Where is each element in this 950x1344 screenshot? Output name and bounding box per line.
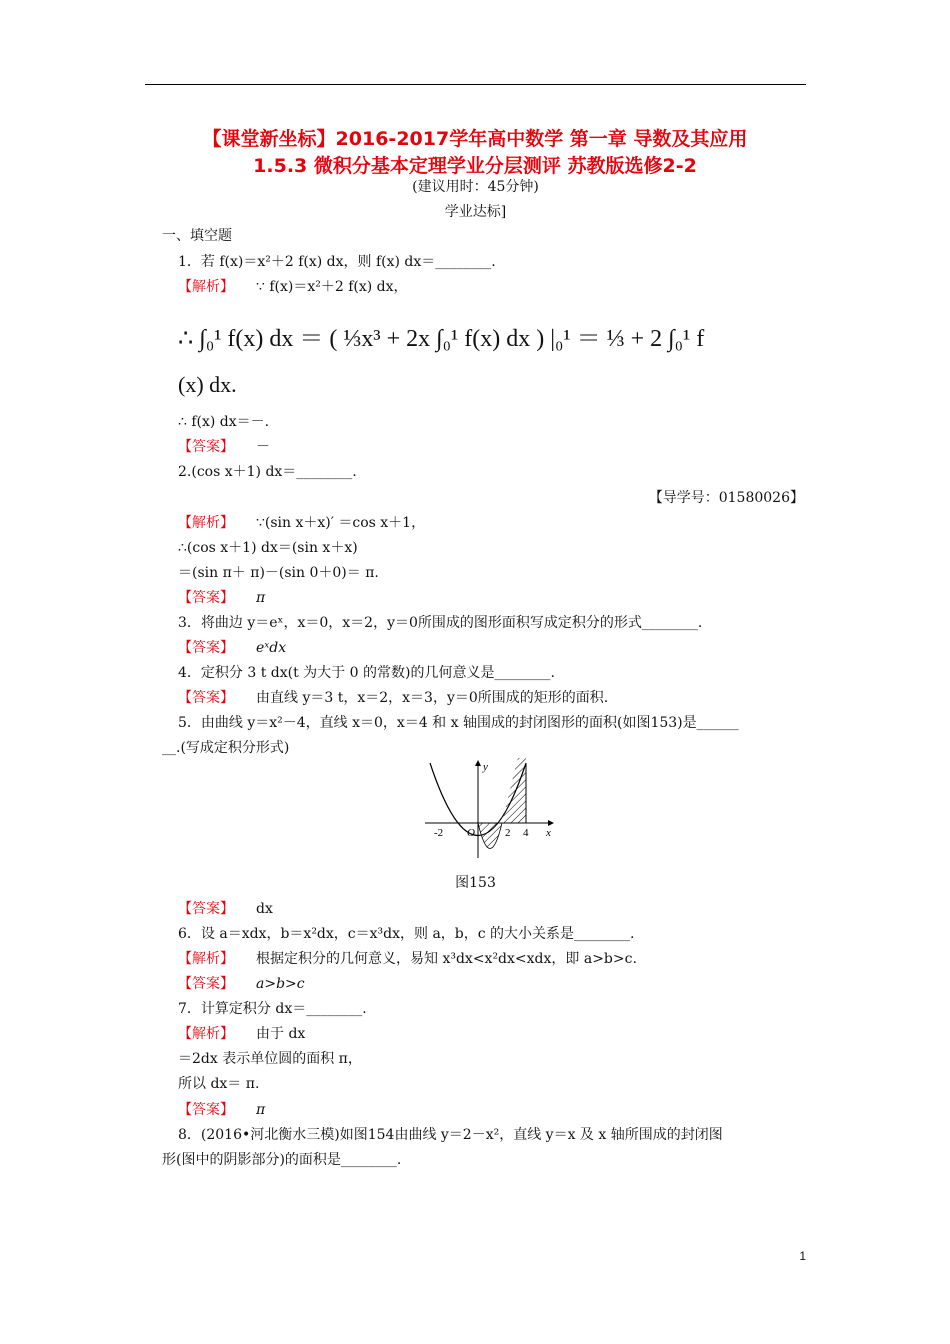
analysis-tag: 【解析】 [178,279,234,295]
shaded-region-below [478,823,502,849]
answer-tag: 【答案】 [178,901,234,917]
tick-neg2: -2 [434,827,444,839]
q1-answer [178,436,270,456]
q7-step2: 所以 dx＝ π. [178,1076,260,1092]
q3-stem: 3．将曲边 y＝eˣ，x＝0，x＝2，y＝0所围成的图形面积写成定积分的形式________. [178,615,703,631]
q2-stem: 2.(cos x＋1) dx＝________. [178,464,357,480]
q2-analysis [178,512,425,532]
q2-step1: ∴(cos x＋1) dx＝(sin x＋x) [178,540,358,556]
q7-answer-text: π [256,1102,266,1118]
x-label: x [546,827,551,839]
q8-stem: 8．(2016•河北衡水三模)如图154由曲线 y＝2－x²，直线 y＝x 及 x 轴所围成的封闭图 [178,1127,723,1143]
x-axis-arrow [548,820,554,826]
q2-answer [178,587,265,607]
q1-answer-text: － [256,439,270,455]
header-rule [145,84,806,85]
q1-analysis [178,276,408,296]
q4-answer [178,687,608,707]
q5-answer-text: dx [256,901,273,917]
q1-stem: 1．若 f(x)＝x²＋2 f(x) dx，则 f(x) dx＝________. [178,254,496,270]
q2-analysis-text: ∵(sin x＋x)′ ＝cos x＋1， [256,515,426,531]
answer-tag: 【答案】 [178,439,234,455]
origin-label: O [467,827,475,839]
figure-153 [420,758,560,863]
q5-stem-cont: __.(写成定积分形式) [162,740,290,756]
q6-analysis-text: 根据定积分的几何意义，易知 x³dx<x²dx<xdx，即 a>b>c. [256,951,637,967]
q2-step2: ＝(sin π＋ π)－(sin 0＋0)＝ π. [178,565,379,581]
q4-answer-text: 由直线 y＝3 t，x＝2，x＝3，y＝0所围成的矩形的面积. [256,690,609,706]
part-heading: 一、填空题 [162,228,232,244]
tick-4: 4 [523,827,529,839]
page-number: 1 [799,1249,806,1263]
doc-title-line2: 1.5.3 微积分基本定理学业分层测评 苏教版选修2-2 [253,155,697,177]
q7-step1: ＝2dx 表示单位圆的面积 π， [178,1051,362,1067]
answer-tag: 【答案】 [178,690,234,706]
q8-stem-cont: 形(图中的阴影部分)的面积是________. [162,1152,402,1168]
q5-stem: 5．由曲线 y＝x²－4，直线 x＝0，x＝4 和 x 轴围成的封闭图形的面积(如图153)是______ [178,715,739,731]
answer-tag: 【答案】 [178,640,234,656]
time-note: (建议用时：45分钟) [412,179,539,195]
q2-ref-number: 【导学号：01580026】 [648,490,804,506]
doc-title-line1: 【课堂新坐标】2016-2017学年高中数学 第一章 导数及其应用 [202,128,748,150]
tick-2: 2 [505,827,511,839]
q1-analysis-text: ∵ f(x)＝x²＋2 f(x) dx， [256,279,408,295]
q7-answer [178,1099,265,1119]
shaded-region-above [502,758,526,823]
q3-answer-text: eˣdx [256,640,287,656]
q1-conclusion: ∴ f(x) dx＝－. [178,414,270,430]
q4-stem: 4．定积分 3 t dx(t 为大于 0 的常数)的几何意义是________. [178,665,555,681]
answer-tag: 【答案】 [178,976,234,992]
q6-analysis [178,948,637,968]
analysis-tag: 【解析】 [178,1026,234,1042]
analysis-tag: 【解析】 [178,515,234,531]
answer-tag: 【答案】 [178,1102,234,1118]
q7-analysis-text: 由于 dx [256,1026,306,1042]
q6-stem: 6．设 a＝xdx，b＝x²dx，c＝x³dx，则 a，b，c 的大小关系是________. [178,926,635,942]
q6-answer [178,973,305,993]
q1-math-line: ∴ ∫₀¹ f(x) dx ＝ ( ⅓x³ + 2x ∫₀¹ f(x) dx ) |₀¹ ＝ ⅓ + 2 ∫₀¹ f [178,326,705,352]
q5-answer [178,898,273,918]
analysis-tag: 【解析】 [178,951,234,967]
y-axis-arrow [475,760,481,766]
q7-stem: 7．计算定积分 dx＝________. [178,1001,367,1017]
q3-answer [178,637,286,657]
q2-answer-text: π [256,590,266,606]
answer-tag: 【答案】 [178,590,234,606]
q6-answer-text: a>b>c [256,976,305,992]
figure-153-caption: 图153 [455,875,496,891]
q1-math-tail: (x) dx. [178,372,237,397]
q7-analysis [178,1023,305,1043]
y-label: y [483,761,488,773]
section-heading: 学业达标] [444,204,507,220]
